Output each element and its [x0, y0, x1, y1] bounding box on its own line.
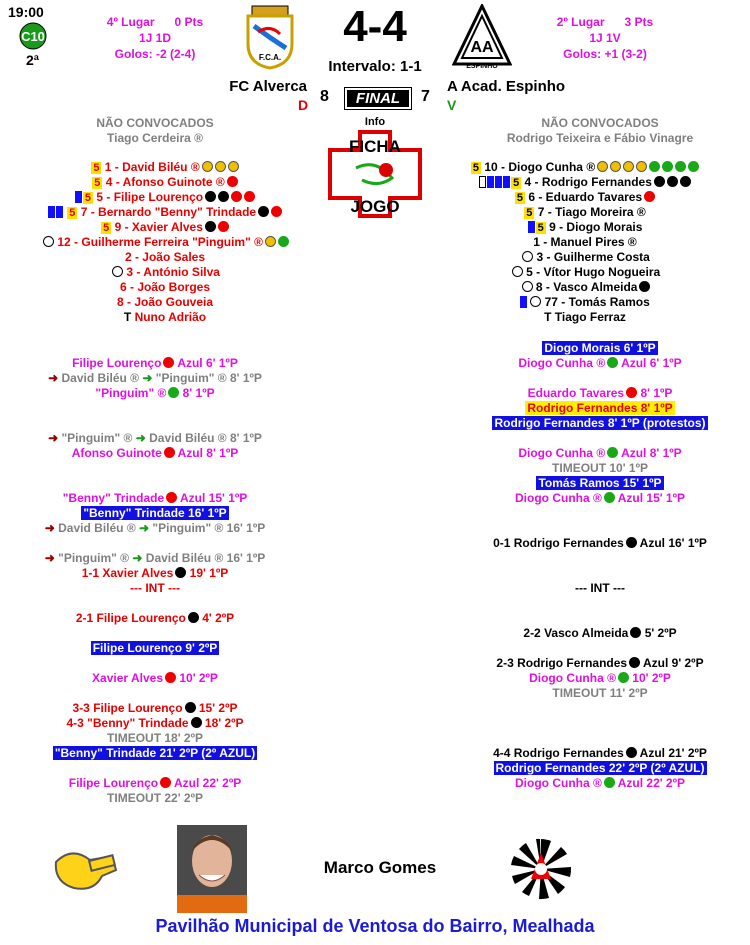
home-absent-label: NÃO CONVOCADOS — [96, 116, 214, 130]
home-events: Filipe Lourenço Azul 6' 1ºP ➜ David Biléu ® ➜ "Pinguim" ® 8' 1ºP "Pinguim" ® 8' 1ºP ➜ "Pinguim" ® ➜ David Biléu ® 8' 1ºP Afonso Guinote Azul 8' 1ºP "Benny" Trindade Azul 15' 1ºP "Benny" Trindade 16' 1ºP ➜ David Biléu ® ➜ "Pinguim" ® 16' 1ºP ➜ "Pinguim" ® ➜ David Biléu ® 16' 1ºP 1-1 Xavier Alves 19' 1ºP --- INT --- 2-1 Filipe Lourenço 4' 2ºP Filipe Lourenço 9' 2ºP Xavier Alves 10' 2ºP 3-3 Filipe Lourenço 15' 2ºP 4-3 "Benny" Trindade 18' 2ºP TIMEOUT 18' 2ºP "Benny" Trindade 21' 2ºP (2º AZUL) Filipe Lourenço Azul 22' 2ºP TIMEOUT 22' 2ºP — [44, 356, 266, 805]
goal-event: 2-3 Rodrigo Fernandes — [496, 656, 628, 670]
away-squad: 5 10 - Diogo Cunha ® 5 4 - Rodrigo Fernandes 5 6 - Eduardo Tavares 5 7 - Tiago Moreira ® 5 9 - Diogo Morais 1 - Manuel Pires ® 3 - Guilherme Costa 5 - Vítor Hugo Nogueira 8 - Vasco Almeida 77 - Tomás Ramos T Tiago Ferraz — [420, 160, 750, 330]
player-name[interactable]: 2 - João Sales — [124, 250, 206, 264]
association-logo-icon — [508, 836, 574, 902]
svg-text:ESPINHO: ESPINHO — [466, 63, 498, 70]
venue-name[interactable]: Pavilhão Municipal de Ventosa do Bairro, Mealhada — [155, 916, 595, 936]
away-goals: Golos: +1 (3-2) — [563, 47, 647, 61]
home-team-name[interactable]: FC Alverca — [229, 78, 307, 95]
away-standing: 2º Lugar 3 Pts — [556, 15, 654, 29]
player-name[interactable]: 5 - Filipe Lourenço — [96, 190, 204, 204]
timeout-event: TIMEOUT 10' 1ºP — [552, 461, 648, 475]
home-squad: 5 1 - David Biléu ® 5 4 - Afonso Guinote ® 5 5 - Filipe Lourenço 5 7 - Bernardo "Benny" Trindade 5 9 - Xavier Alves 12 - Guilherme Ferreira "Pinguim" ® 2 - João Sales 3 - António Silva 6 - João Borges 8 - João Gouveia T Nuno Adrião — [0, 160, 330, 330]
away-events: Diogo Morais 6' 1ºP Diogo Cunha ® Azul 6' 1ºP Eduardo Tavares 8' 1ºP Rodrigo Fernandes 8' 1ºP Rodrigo Fernandes 8' 1ºP (protestos) Diogo Cunha ® Azul 8' 1ºP TIMEOUT 10' 1ºP Tomás Ramos 15' 1ºP Diogo Cunha ® Azul 15' 1ºP 0-1 Rodrigo Fernandes Azul 16' 1ºP --- INT --- 2-2 Vasco Almeida 5' 2ºP 2-3 Rodrigo Fernandes Azul 9' 2ºP Diogo Cunha ® 10' 2ºP TIMEOUT 11' 2ºP 4-4 Rodrigo Fernandes Azul 21' 2ºP Rodrigo Fernandes 22' 2ºP (2º AZUL) Diogo Cunha ® Azul 22' 2ºP — [493, 341, 707, 790]
player-name[interactable]: 6 - Eduardo Tavares — [528, 190, 643, 204]
timeout-event: TIMEOUT 18' 2ºP — [107, 731, 203, 745]
coach-name[interactable]: Nuno Adrião — [134, 310, 207, 324]
interval-marker: --- INT --- — [575, 581, 625, 595]
svg-text:AA: AA — [470, 39, 494, 56]
goal-event: 2-1 Filipe Lourenço — [75, 611, 186, 625]
player-name[interactable]: 9 - Xavier Alves — [114, 220, 203, 234]
goal-event: 1-1 Xavier Alves — [81, 566, 174, 580]
blue-card-event: Diogo Morais 6' 1ºP — [544, 341, 656, 355]
goal-event: 4-4 Rodrigo Fernandes — [493, 746, 624, 760]
player-name[interactable]: 8 - João Gouveia — [116, 295, 214, 309]
svg-text:F.C.A.: F.C.A. — [258, 53, 282, 62]
away-record: 1J 1V — [589, 31, 621, 45]
goal-event: 2-2 Vasco Almeida — [523, 626, 629, 640]
timeout-event: TIMEOUT 11' 2ºP — [552, 686, 648, 700]
svg-text:JOGO: JOGO — [350, 197, 400, 216]
player-name[interactable]: 9 - Diogo Morais — [549, 220, 643, 234]
player-name[interactable]: 12 - Guilherme Ferreira "Pinguim" ® — [57, 235, 263, 249]
away-fouls: 7 — [421, 88, 430, 105]
player-name[interactable]: 3 - Guilherme Costa — [536, 250, 650, 264]
svg-text:FICHA: FICHA — [349, 137, 401, 156]
player-name[interactable]: 1 - David Biléu ® — [104, 160, 200, 174]
away-absent-list: Rodrigo Teixeira e Fábio Vinagre — [506, 131, 694, 145]
coach-name[interactable]: Tiago Ferraz — [554, 310, 626, 324]
halftime-score: Intervalo: 1-1 — [328, 58, 422, 75]
home-record: 1J 1D — [138, 31, 172, 45]
status-badge: FINAL — [345, 88, 411, 109]
away-result: V — [447, 97, 457, 113]
player-name[interactable]: 1 - Manuel Pires ® — [533, 235, 637, 249]
home-result: D — [298, 97, 309, 113]
goal-event: 0-1 Rodrigo Fernandes — [493, 536, 624, 550]
player-name[interactable]: 4 - Afonso Guinote ® — [105, 175, 225, 189]
goal-event: 4-3 "Benny" Trindade — [66, 716, 189, 730]
home-goals: Golos: -2 (2-4) — [114, 47, 196, 61]
event-player: Filipe Lourenço — [72, 356, 162, 370]
referee-name[interactable]: Marco Gomes — [323, 858, 437, 877]
round-label: 2ª — [26, 52, 39, 68]
referee-photo[interactable] — [177, 825, 247, 913]
away-absent-label: NÃO CONVOCADOS — [541, 116, 659, 130]
timeout-event: TIMEOUT 22' 2ºP — [107, 791, 203, 805]
home-fouls: 8 — [320, 88, 329, 105]
interval-marker: --- INT --- — [130, 581, 180, 595]
blue-card-event: "Benny" Trindade 16' 1ºP — [83, 506, 227, 520]
player-name[interactable]: 8 - Vasco Almeida — [535, 280, 638, 294]
player-name[interactable]: 5 - Vítor Hugo Nogueira — [526, 265, 661, 279]
home-standing: 4º Lugar 0 Pts — [106, 15, 204, 29]
match-time: 19:00 — [8, 4, 44, 20]
ficha-jogo-logo[interactable] — [326, 128, 424, 220]
info-label: Info — [364, 116, 386, 128]
final-score: 4-4 — [343, 2, 407, 51]
svg-text:C10: C10 — [21, 29, 45, 44]
away-team-name[interactable]: A Acad. Espinho — [447, 78, 566, 95]
player-name[interactable]: 3 - António Silva — [126, 265, 220, 279]
whistle-icon — [50, 840, 120, 895]
player-name[interactable]: 7 - Bernardo "Benny" Trindade — [80, 205, 257, 219]
goal-event: 3-3 Filipe Lourenço — [72, 701, 183, 715]
player-name[interactable]: 6 - João Borges — [119, 280, 211, 294]
player-name[interactable]: 4 - Rodrigo Fernandes — [524, 175, 652, 189]
player-name[interactable]: 7 - Tiago Moreira ® — [537, 205, 646, 219]
home-absent-list: Tiago Cerdeira ® — [107, 131, 203, 145]
player-name[interactable]: 10 - Diogo Cunha ® — [484, 160, 596, 174]
player-name[interactable]: 77 - Tomás Ramos — [544, 295, 650, 309]
